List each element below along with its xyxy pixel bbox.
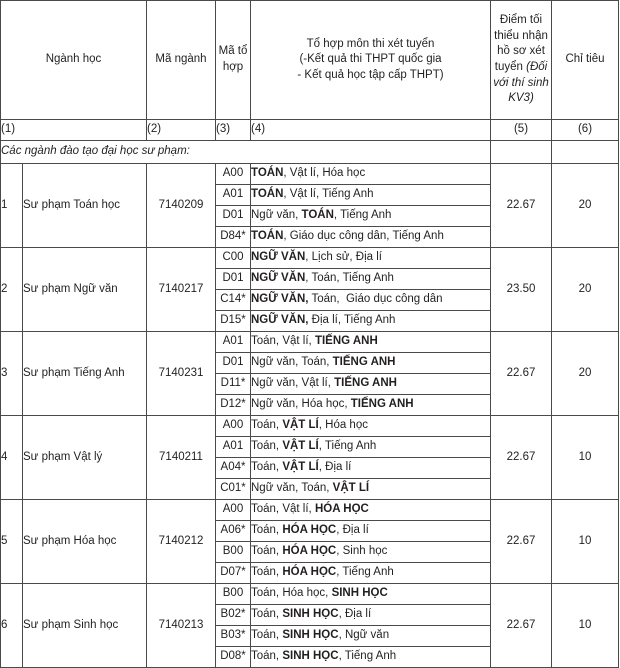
to-hop-code: A00 xyxy=(216,416,251,437)
to-hop-subjects: Ngữ văn, Toán, TIẾNG ANH xyxy=(251,353,491,374)
section-spacer-quota xyxy=(552,141,619,164)
to-hop-subjects: Toán, Vật lí, HÓA HỌC xyxy=(251,500,491,521)
colnum-1: (1) xyxy=(1,120,147,141)
to-hop-subjects: Toán, HÓA HỌC, Địa lí xyxy=(251,521,491,542)
row-diem-toi-thieu: 22.67 xyxy=(491,332,552,416)
to-hop-code: A06* xyxy=(216,521,251,542)
table-row xyxy=(1,584,619,605)
to-hop-subjects: Ngữ văn, TOÁN, Tiếng Anh xyxy=(251,206,491,227)
row-ma-nganh: 7140217 xyxy=(147,248,216,332)
row-diem-toi-thieu: 22.67 xyxy=(491,500,552,584)
to-hop-code: A00 xyxy=(216,500,251,521)
table-row xyxy=(1,416,619,437)
to-hop-code: D01 xyxy=(216,206,251,227)
section-title: Các ngành đào tạo đại học sư phạm: xyxy=(1,141,491,164)
to-hop-subjects: NGỮ VĂN, Toán, Tiếng Anh xyxy=(251,269,491,290)
to-hop-code: B03* xyxy=(216,626,251,647)
row-ma-nganh: 7140231 xyxy=(147,332,216,416)
row-stt: 5 xyxy=(1,500,23,584)
to-hop-code: B00 xyxy=(216,584,251,605)
to-hop-code: B02* xyxy=(216,605,251,626)
row-stt: 6 xyxy=(1,584,23,668)
primary-subject: TOÁN xyxy=(251,230,284,243)
to-hop-subjects: Ngữ văn, Hóa học, TIẾNG ANH xyxy=(251,395,491,416)
primary-subject: SINH HỌC xyxy=(282,608,339,621)
table-header-row xyxy=(1,1,619,120)
row-ma-nganh: 7140209 xyxy=(147,164,216,248)
to-hop-subjects: Ngữ văn, Toán, VẬT LÍ xyxy=(251,479,491,500)
to-hop-subjects: Toán, HÓA HỌC, Sinh học xyxy=(251,542,491,563)
colnum-4: (4) xyxy=(251,120,491,141)
to-hop-code: A00 xyxy=(216,164,251,185)
colnum-5: (5) xyxy=(491,120,552,141)
header-nganh-hoc: Ngành học xyxy=(1,1,147,120)
primary-subject: SINH HỌC xyxy=(282,650,339,663)
primary-subject: TOÁN xyxy=(251,188,284,201)
to-hop-code: B00 xyxy=(216,542,251,563)
to-hop-code: D15* xyxy=(216,311,251,332)
row-stt: 1 xyxy=(1,164,23,248)
row-ma-nganh: 7140212 xyxy=(147,500,216,584)
to-hop-code: A01 xyxy=(216,185,251,206)
to-hop-subjects: Toán, SINH HỌC, Ngữ văn xyxy=(251,626,491,647)
row-chi-tieu: 10 xyxy=(552,584,619,668)
colnum-2: (2) xyxy=(147,120,216,141)
to-hop-subjects: Toán, Vật lí, TIẾNG ANH xyxy=(251,332,491,353)
primary-subject: HÓA HỌC xyxy=(314,503,369,516)
row-nganh-hoc: Sư phạm Vật lý xyxy=(23,416,147,500)
to-hop-code: C00 xyxy=(216,248,251,269)
table-row xyxy=(1,164,619,185)
to-hop-subjects: Toán, SINH HỌC, Địa lí xyxy=(251,605,491,626)
primary-subject: TIẾNG ANH xyxy=(332,356,396,369)
row-nganh-hoc: Sư phạm Sinh học xyxy=(23,584,147,668)
row-diem-toi-thieu: 23.50 xyxy=(491,248,552,332)
primary-subject: HÓA HỌC xyxy=(282,545,337,558)
row-chi-tieu: 10 xyxy=(552,500,619,584)
to-hop-code: D01 xyxy=(216,353,251,374)
to-hop-subjects: NGỮ VĂN, Toán, Giáo dục công dân xyxy=(251,290,491,311)
header-to-hop-mon: Tổ hợp môn thi xét tuyển (-Kết quả thi THPT quốc gia - Kết quả học tập cấp THPT) xyxy=(251,1,491,120)
to-hop-subjects: NGỮ VĂN, Địa lí, Tiếng Anh xyxy=(251,311,491,332)
to-hop-subjects: Ngữ văn, Vật lí, TIẾNG ANH xyxy=(251,374,491,395)
to-hop-subjects: Toán, VẬT LÍ, Tiếng Anh xyxy=(251,437,491,458)
to-hop-code: D01 xyxy=(216,269,251,290)
row-diem-toi-thieu: 22.67 xyxy=(491,584,552,668)
to-hop-code: D12* xyxy=(216,395,251,416)
primary-subject: NGỮ VĂN, xyxy=(251,293,309,306)
primary-subject: TIẾNG ANH xyxy=(350,398,414,411)
table-row xyxy=(1,500,619,521)
row-stt: 4 xyxy=(1,416,23,500)
row-ma-nganh: 7140211 xyxy=(147,416,216,500)
row-nganh-hoc: Sư phạm Tiếng Anh xyxy=(23,332,147,416)
primary-subject: HÓA HỌC xyxy=(282,524,337,537)
to-hop-subjects: TOÁN, Vật lí, Hóa học xyxy=(251,164,491,185)
to-hop-subjects: Toán, VẬT LÍ, Hóa học xyxy=(251,416,491,437)
to-hop-code: C14* xyxy=(216,290,251,311)
primary-subject: NGỮ VĂN, xyxy=(251,314,309,327)
row-diem-toi-thieu: 22.67 xyxy=(491,164,552,248)
header-diem-toi-thieu: Điểm tối thiểu nhận hồ sơ xét tuyển (Đối với thí sinh KV3) xyxy=(491,1,552,120)
row-chi-tieu: 20 xyxy=(552,164,619,248)
to-hop-code: D11* xyxy=(216,374,251,395)
to-hop-code: A01 xyxy=(216,437,251,458)
row-ma-nganh: 7140213 xyxy=(147,584,216,668)
row-chi-tieu: 20 xyxy=(552,332,619,416)
row-chi-tieu: 20 xyxy=(552,248,619,332)
to-hop-code: D07* xyxy=(216,563,251,584)
header-diem-kv3-note: (Đối với thí sinh KV3) xyxy=(493,61,549,105)
primary-subject: VẬT LÍ xyxy=(282,419,319,432)
section-title-row xyxy=(1,141,619,164)
table-row xyxy=(1,332,619,353)
row-nganh-hoc: Sư phạm Ngữ văn xyxy=(23,248,147,332)
colnum-3: (3) xyxy=(216,120,251,141)
row-diem-toi-thieu: 22.67 xyxy=(491,416,552,500)
to-hop-subjects: Toán, HÓA HỌC, Tiếng Anh xyxy=(251,563,491,584)
primary-subject: TOÁN xyxy=(301,209,334,222)
to-hop-subjects: Toán, Hóa học, SINH HỌC xyxy=(251,584,491,605)
to-hop-code: C01* xyxy=(216,479,251,500)
primary-subject: NGỮ VĂN xyxy=(251,272,306,285)
to-hop-subjects: Toán, SINH HỌC, Tiếng Anh xyxy=(251,647,491,668)
to-hop-subjects: TOÁN, Giáo dục công dân, Tiếng Anh xyxy=(251,227,491,248)
row-stt: 3 xyxy=(1,332,23,416)
to-hop-subjects: NGỮ VĂN, Lịch sử, Địa lí xyxy=(251,248,491,269)
to-hop-code: A04* xyxy=(216,458,251,479)
to-hop-code: D84* xyxy=(216,227,251,248)
primary-subject: NGỮ VĂN xyxy=(251,251,306,264)
section-spacer-score xyxy=(491,141,552,164)
primary-subject: SINH HỌC xyxy=(331,587,388,600)
header-ma-nganh: Mã ngành xyxy=(147,1,216,120)
primary-subject: VẬT LÍ xyxy=(282,440,319,453)
primary-subject: SINH HỌC xyxy=(282,629,339,642)
primary-subject: VẬT LÍ xyxy=(332,482,370,495)
to-hop-subjects: Toán, VẬT LÍ, Địa lí xyxy=(251,458,491,479)
to-hop-subjects: TOÁN, Vật lí, Tiếng Anh xyxy=(251,185,491,206)
row-nganh-hoc: Sư phạm Hóa học xyxy=(23,500,147,584)
header-ma-to-hop: Mã tổ hợp xyxy=(216,1,251,120)
row-chi-tieu: 10 xyxy=(552,416,619,500)
column-number-row xyxy=(1,120,619,141)
primary-subject: TIẾNG ANH xyxy=(314,335,378,348)
primary-subject: TIẾNG ANH xyxy=(334,377,397,390)
header-chi-tieu: Chỉ tiêu xyxy=(552,1,619,120)
to-hop-code: A01 xyxy=(216,332,251,353)
row-nganh-hoc: Sư phạm Toán học xyxy=(23,164,147,248)
primary-subject: TOÁN xyxy=(251,167,284,180)
colnum-6: (6) xyxy=(552,120,619,141)
to-hop-code: D08* xyxy=(216,647,251,668)
table-row xyxy=(1,248,619,269)
primary-subject: VẬT LÍ xyxy=(282,461,319,474)
row-stt: 2 xyxy=(1,248,23,332)
primary-subject: HÓA HỌC xyxy=(282,566,337,579)
